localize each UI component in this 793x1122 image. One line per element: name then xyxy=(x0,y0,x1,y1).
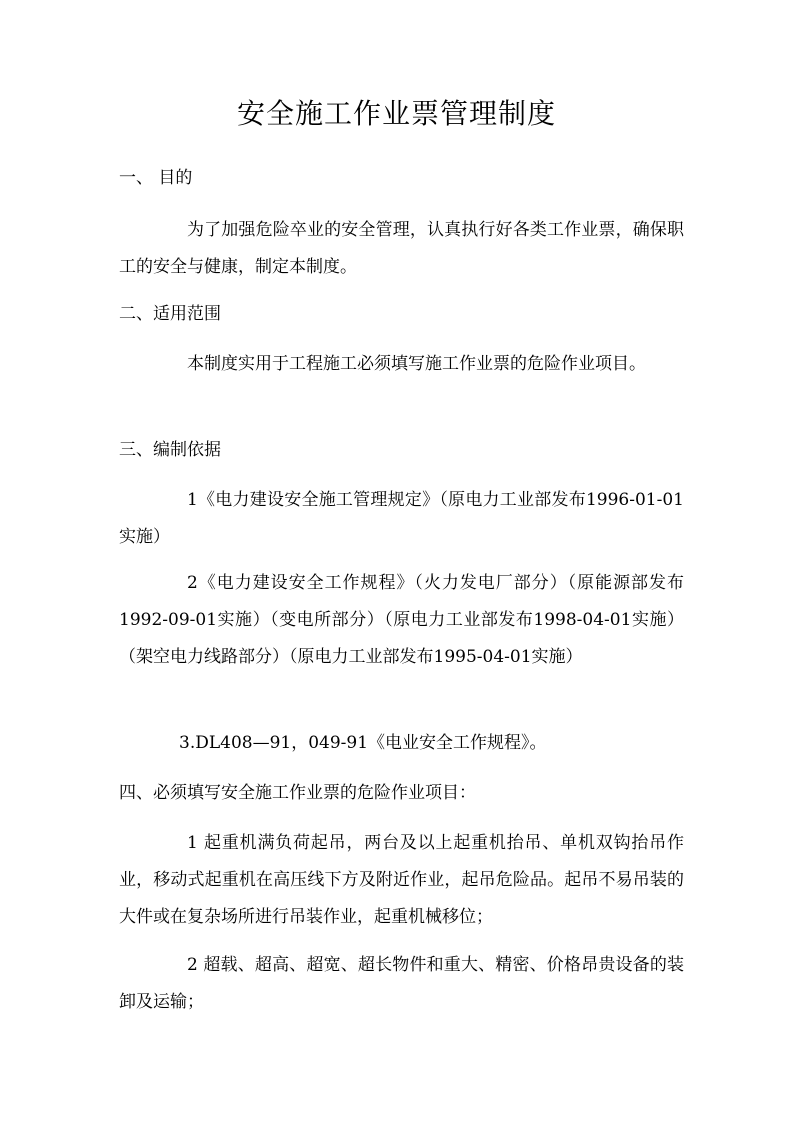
document-title: 安全施工作业票管理制度 xyxy=(236,97,556,130)
paragraph-basis-2: 2《电力建设安全工作规程》（火力发电厂部分）（原能源部发布 1992-09-01实施）（变电所部分）（原电力工业部发布1998-04-01实施）（架空电力线路部分）（原电力工业部发布1995-04-01实施） xyxy=(119,573,684,667)
section-heading-basis: 三、编制依据 xyxy=(119,440,221,460)
paragraph-purpose: 为了加强危险卒业的安全管理，认真执行好各类工作业票，确保职工的安全与健康，制定本制度。 xyxy=(119,220,684,277)
paragraph-basis-3: 3.DL408—91，049-91《电业安全工作规程》。 xyxy=(179,733,547,753)
paragraph-basis-1: 1《电力建设安全施工管理规定》（原电力工业部发布1996-01-01实施） xyxy=(119,490,684,547)
section-heading-scope: 二、适用范围 xyxy=(119,304,221,324)
paragraph-hazard-item-2: 2 超载、超高、超宽、超长物件和重大、精密、价格昂贵设备的装卸及运输； xyxy=(119,955,684,1012)
section-heading-purpose: 一、 目的 xyxy=(119,168,193,188)
paragraph-hazard-item-1: 1 起重机满负荷起吊，两台及以上起重机抬吊、单机双钩抬吊作业，移动式起重机在高压线下方及附近作业，起吊危险品。起吊不易吊装的大件或在复杂场所进行吊装作业，起重机械移位； xyxy=(119,833,684,927)
section-heading-hazardous-items: 四、必须填写安全施工作业票的危险作业项目： xyxy=(119,783,476,803)
paragraph-scope: 本制度实用于工程施工必须填写施工作业票的危险作业项目。 xyxy=(187,354,646,374)
